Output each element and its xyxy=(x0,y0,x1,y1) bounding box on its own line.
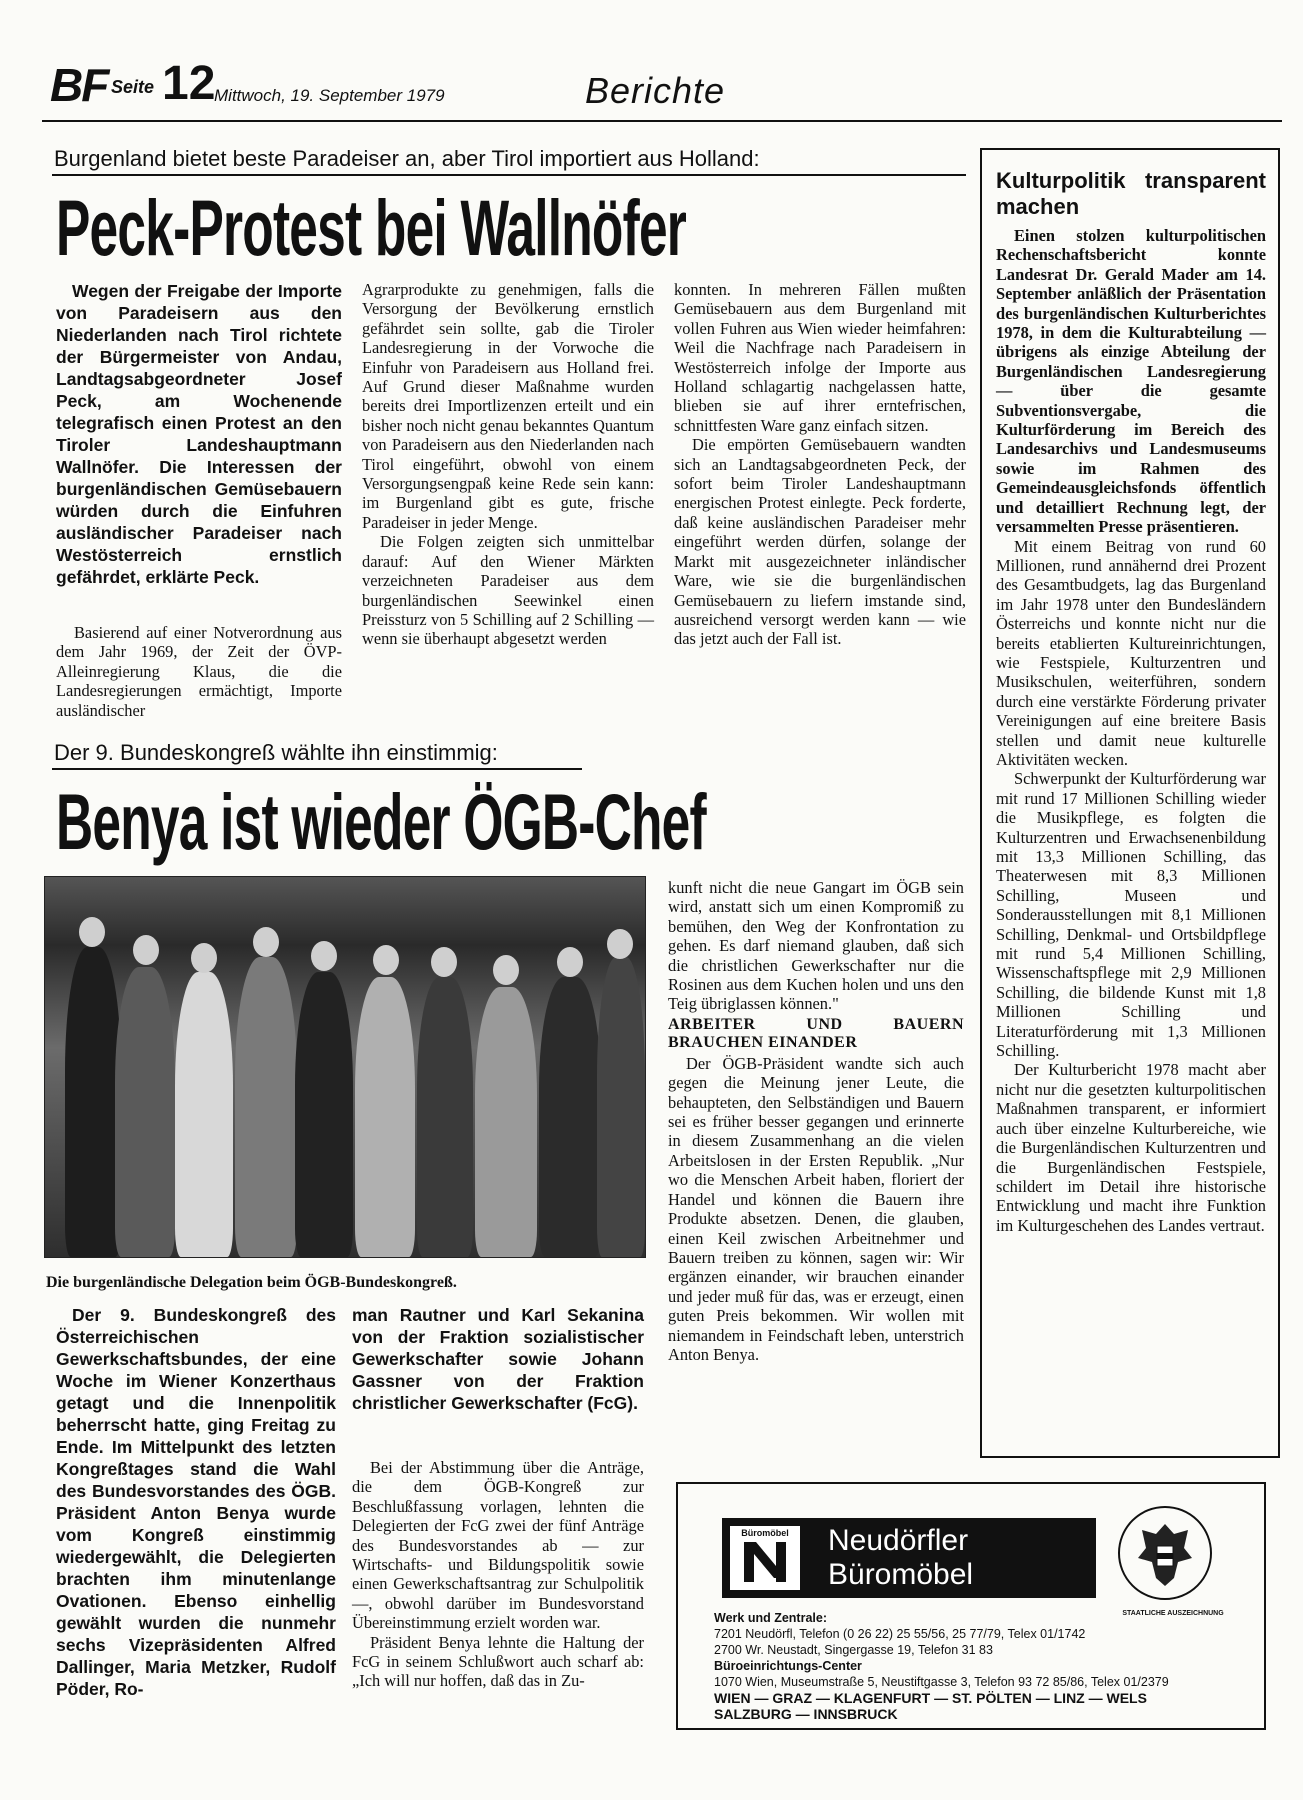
ad-logo-icon xyxy=(730,1538,800,1588)
article1-lead xyxy=(56,280,342,588)
article2-kicker-rule xyxy=(52,768,582,770)
article2-col2 xyxy=(352,1458,644,1691)
article2-kicker: Der 9. Bundeskongreß wählte ihn einstimmig: xyxy=(54,740,498,765)
ad-cities-line2: SALZBURG — INNSBRUCK xyxy=(714,1706,898,1722)
ad-box xyxy=(676,1482,1266,1730)
article1-col2-p1: Agrarprodukte zu genehmigen, falls die Versorgung der Bevölkerung ernstlich gefährdet sein sollte, gab die Tiroler Landesregierung in der Vorwoche die Einfuhr von Paradeisern aus Holland frei. Auf Grund dieser Maßnahme wurden bereits drei Importlizenzen erteilt und ein bisher noch nicht genau bekanntes Quantum von Paradeisern aus den Niederlanden nach Tirol eingeführt, obwohl von einem Versorgungsengpaß keine Rede sein kann: im Burgenland gibt es gute, frische Paradeiser in jeder Menge. xyxy=(362,280,654,532)
sidebar-lead: Einen stolzen kulturpolitischen Rechenschaftsbericht konnte Landesrat Dr. Gerald Mader am 14. September anläßlich der Präsentation des burgenländischen Kulturberichtes 1978, in dem die Kulturabteilung — übrigens als einzige Abteilung der Burgenländischen Landesregierung — über die gesamte Subventionsvergabe, die Kulturförderung im Bereich des Landesarchivs und Landesmuseums sowie im Rahmen des Gemeindeausgleichsfonds öffentlich und detailliert Rechnung legt, der versammelten Presse präsentieren. xyxy=(996,226,1266,537)
article1-kicker: Burgenland bietet beste Paradeiser an, aber Tirol importiert aus Holland: xyxy=(54,146,760,171)
sidebar-p3: Der Kulturbericht 1978 macht aber nicht nur die gesetzten kulturpolitischen Maßnahmen transparent, er informiert auch über einzelne Kulturbereiche, wie die Burgenländischen Kulturzentren und die Burgenländischen Festspiele, schildert im Detail ihre historische Entwicklung und macht ihre Funktion im Kulturgeschehen des Landes vertraut. xyxy=(996,1060,1266,1235)
article2-lead-col2 xyxy=(352,1304,644,1414)
ad-werk-line2: 2700 Wr. Neustadt, Singergasse 19, Telefon 31 83 xyxy=(714,1643,993,1657)
article2-col3-p2: Der ÖGB-Präsident wandte sich auch gegen die Meinung jener Leute, die behaupteten, den Selbständigen und Bauern sei es früher besser gegangen und erinnerte in diesem Zusammenhang an die vielen Arbeitslosen in der Ersten Republik. „Nur wo die Menschen Arbeit haben, floriert der Handel und können die Bauern ihre Produkte absetzen. Denen, die glauben, einen Keil zwischen Arbeitnehmer und Bauern treiben zu können, sagen wir: Wir ergänzen einander, wir brauchen einander und jeder muß für das, was er erzeugt, einen guten Preis bekommen. Wir wollen mit niemandem in Feindschaft leben, unterstrich Anton Benya. xyxy=(668,1053,964,1364)
ad-werk-label: Werk und Zentrale: xyxy=(714,1611,827,1625)
ad-brand-line1: Neudörfler xyxy=(828,1524,969,1557)
article2-col3-p1: kunft nicht die neue Gangart im ÖGB sein wird, anstatt sich um einen Kompromiß zu bemühen, den Weg der Konfrontation zu gehen. Es darf niemand glauben, daß sich die christlichen Gewerkschafter nur die Rosinen aus dem Kuchen holen und uns den Teig übriglassen können." xyxy=(668,878,964,1014)
ad-address-block xyxy=(714,1610,1254,1722)
article1-col3 xyxy=(674,280,966,649)
austrian-eagle-seal-icon xyxy=(1116,1498,1214,1608)
article2-lead-col1 xyxy=(56,1304,336,1700)
sidebar-p1: Mit einem Beitrag von rund 60 Millionen, rund annähernd drei Prozent des Gesamtbudgets, lag das Burgenland im Jahr 1978 unter den Bundesländern Österreichs und konnte nicht nur die bereits etablierten Kultureinrichtungen, wie Festspiele, Kulturzentren und Musikschulen, weiterführen, sondern durch eine verstärkte Förderung privater Vereinigungen auf eine breitere Basis stellen und damit neue kulturelle Aktivitäten wecken. xyxy=(996,536,1266,769)
issue-date: Mittwoch, 19. September 1979 xyxy=(214,86,445,105)
article1-col1 xyxy=(56,623,342,720)
article1-col3-p1: konnten. In mehreren Fällen mußten Gemüsebauern aus dem Burgenland mit vollen Fuhren aus Wien wieder heimfahren: Weil die Nachfrage nach Paradeisern in Westösterreich infolge der Importe aus Holland schlagartig nachgelassen hatte, blieben sie auf ihrer erntefrischen, schnittfesten Ware ganz einfach sitzen. xyxy=(674,280,966,435)
article2-headline: Benya ist wieder ÖGB-Chef xyxy=(56,777,706,866)
ad-cities-line1: WIEN — GRAZ — KLAGENFURT — ST. PÖLTEN — LINZ — WELS xyxy=(714,1690,1147,1706)
article1-col2 xyxy=(362,280,654,649)
ad-werk-line1: 7201 Neudörfl, Telefon (0 26 22) 25 55/56, 25 77/79, Telex 01/1742 xyxy=(714,1627,1086,1641)
article1-lead-text: Wegen der Freigabe der Importe von Paradeisern aus den Niederlanden nach Tirol richtete der Bürgermeister von Andau, Landtagsabgeordneter Josef Peck, am Wochenende telegrafisch einen Protest an den Tiroler Landeshauptmann Wallnöfer. Die Interessen der burgenländischen Gemüsebauern würden durch die Einfuhren ausländischer Paradeiser nach Westösterreich ernstlich gefährdet, erklärte Peck. xyxy=(56,281,342,587)
page-number: 12 xyxy=(162,57,216,110)
ad-seal xyxy=(1116,1498,1214,1608)
article2-col3 xyxy=(668,878,964,1364)
sidebar-title: Kulturpolitik transparent machen xyxy=(996,168,1266,219)
ad-center-line: 1070 Wien, Museumstraße 5, Neustiftgasse 3, Telefon 93 72 85/86, Telex 01/2379 xyxy=(714,1675,1169,1689)
section-title: Berichte xyxy=(585,70,726,111)
article2-lead-col1-text: Der 9. Bundeskongreß des Österreichischen Gewerkschaftsbundes, der eine Woche im Wiener Konzerthaus getagt und die Innenpolitik beherrscht hatte, ging Freitag zu Ende. Im Mittelpunkt des letzten Kongreßtages stand die Wahl des Bundesvorstandes des ÖGB. Präsident Anton Benya wurde vom Kongreß einstimmig wiedergewählt, die Delegierten brachten ihm minutenlange Ovationen. Ebenso einhellig gewählt wurden die nunmehr sechs Vizepräsidenten Alfred Dallinger, Maria Metzker, Rudolf Pöder, Ro- xyxy=(56,1305,336,1699)
ad-logo-mark xyxy=(730,1526,800,1590)
article2-subhead: ARBEITER UND BAUERN BRAUCHEN EINANDER xyxy=(668,1015,964,1051)
paper-logo: BF xyxy=(50,59,108,111)
article2-lead-col2-text: man Rautner und Karl Sekanina von der Fraktion sozialistischer Gewerkschafter sowie Johann Gassner von der Fraktion christlicher Gewerkschafter (FcG). xyxy=(352,1305,644,1413)
photo-caption: Die burgenländische Delegation beim ÖGB-Bundeskongreß. xyxy=(46,1274,457,1291)
article1-headline: Peck-Protest bei Wallnöfer xyxy=(56,183,687,272)
article1-col2-p2: Die Folgen zeigten sich unmittelbar darauf: Auf den Wiener Märkten verzeichneten Paradeiser aus dem burgenländischen Seewinkel einen Preissturz von 5 Schilling auf 2 Schilling — wenn sie überhaupt abgesetzt werden xyxy=(362,532,654,649)
sidebar xyxy=(996,168,1266,1235)
ad-center-label: Büroeinrichtungs-Center xyxy=(714,1659,862,1673)
article1-col1-body: Basierend auf einer Notverordnung aus dem Jahr 1969, der Zeit der ÖVP-Alleinregierung Klaus, die die Landesregierungen ermächtigt, Importe ausländischer xyxy=(56,623,342,720)
masthead-rule xyxy=(42,120,1282,122)
article2-col2-p1: Bei der Abstimmung über die Anträge, die dem ÖGB-Kongreß zur Beschlußfassung vorlagen, lehnten die Delegierten der FcG zwei der fünf Anträge des Bundesvorstandes ab — zur Wirtschafts- und Bildungspolitik sowie einen Gewerkschaftsantrag zur Schulpolitik —, obwohl darüber im Bundesvorstand Übereinstimmung erzielt worden war. xyxy=(352,1458,644,1633)
page-label: Seite xyxy=(111,77,155,97)
article1-kicker-rule xyxy=(52,174,966,176)
ad-logo-panel xyxy=(722,1518,1096,1598)
delegation-photo xyxy=(44,876,646,1258)
ad-seal-caption: STAATLICHE AUSZEICHNUNG xyxy=(1122,1610,1224,1617)
sidebar-p2: Schwerpunkt der Kulturförderung war mit rund 17 Millionen Schilling wieder die Musikpflege, es folgten die Kulturzentren und Erwachsenenbildung mit 13,3 Millionen Schilling, das Theaterwesen mit 8,3 Millionen Schilling, Museen und Sonderausstellungen mit 8,1 Millionen Schilling, Denkmal- und Ortsbildpflege mit rund 5,4 Millionen Schilling, Wissenschaftspflege mit 2,9 Millionen Schilling, die bildende Kunst mit 1,8 Millionen Schilling und Literaturförderung mit 1,3 Millionen Schilling. xyxy=(996,769,1266,1061)
article2-col2-p2: Präsident Benya lehnte die Haltung der FcG in seinem Schlußwort auch scharf ab: „Ich will nur hoffen, daß das in Zu- xyxy=(352,1632,644,1691)
article1-col3-p2: Die empörten Gemüsebauern wandten sich an Landtagsabgeordneten Peck, der sofort beim Tiroler Landeshauptmann energischen Protest einlegte. Peck forderte, daß keine ausländischen Paradeiser mehr eingeführt werden dürfen, solange der Markt mit ausgezeichneter inländischer Ware, wie sie die burgenländischen Gemüsebauern zu liefern imstande sind, ausreichend versorgt werden kann — wie das jetzt auch der Fall ist. xyxy=(674,435,966,649)
ad-logo-label: Büromöbel xyxy=(741,1528,789,1538)
ad-brand-line2: Büromöbel xyxy=(828,1558,974,1591)
